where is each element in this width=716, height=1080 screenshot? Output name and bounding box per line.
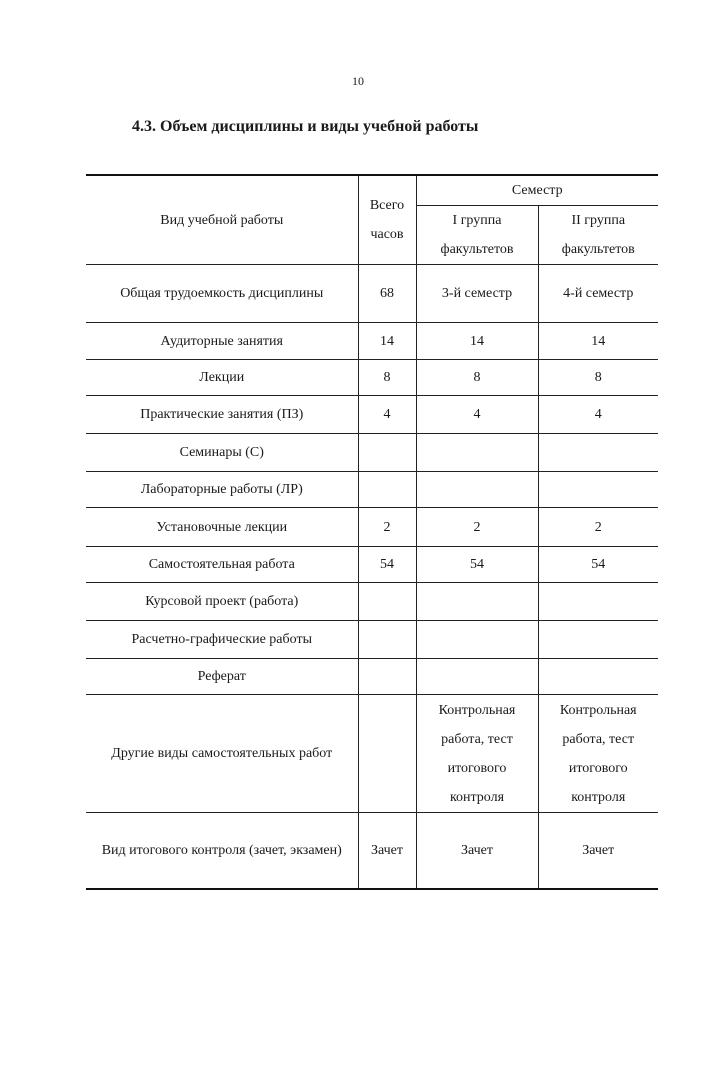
row-group2 xyxy=(538,472,658,508)
table-row xyxy=(86,265,658,323)
row-group2: 4-й семестр xyxy=(538,265,658,323)
row-group1: 2 xyxy=(416,508,538,547)
row-label: Реферат xyxy=(86,659,358,695)
row-total: 14 xyxy=(358,323,416,360)
row-group1: 8 xyxy=(416,360,538,396)
row-group1 xyxy=(416,621,538,659)
row-label: Курсовой проект (работа) xyxy=(86,583,358,621)
row-total: 2 xyxy=(358,508,416,547)
row-group2: 2 xyxy=(538,508,658,547)
row-label: Самостоятельная работа xyxy=(86,547,358,583)
table-row xyxy=(86,695,658,813)
table-header-row xyxy=(86,175,658,206)
row-group1 xyxy=(416,434,538,472)
table-row xyxy=(86,434,658,472)
header-total-cell: Всего часов xyxy=(358,175,416,265)
table-row xyxy=(86,508,658,547)
row-group2 xyxy=(538,621,658,659)
header-group1-cell: I группа факультетов xyxy=(416,206,538,265)
table-row xyxy=(86,659,658,695)
row-label: Практические занятия (ПЗ) xyxy=(86,396,358,434)
page-number: 10 xyxy=(352,74,364,88)
row-total xyxy=(358,472,416,508)
row-total: Зачет xyxy=(358,813,416,889)
row-group1: Зачет xyxy=(416,813,538,889)
row-group2: 14 xyxy=(538,323,658,360)
row-label: Вид итогового контроля (зачет, экзамен) xyxy=(86,813,358,889)
table-row xyxy=(86,547,658,583)
row-label: Установочные лекции xyxy=(86,508,358,547)
table-row xyxy=(86,360,658,396)
row-group2: Зачет xyxy=(538,813,658,889)
row-group1: Контрольная работа, тест итогового контроля xyxy=(416,695,538,813)
row-group1: 14 xyxy=(416,323,538,360)
table-row xyxy=(86,621,658,659)
row-label: Расчетно-графические работы xyxy=(86,621,358,659)
section-heading: 4.3. Объем дисциплины и виды учебной работы xyxy=(132,118,479,135)
table-row xyxy=(86,323,658,360)
study-workload-table xyxy=(86,174,658,890)
row-group1 xyxy=(416,583,538,621)
row-label: Семинары (С) xyxy=(86,434,358,472)
row-group2: 54 xyxy=(538,547,658,583)
table-row xyxy=(86,396,658,434)
row-group2 xyxy=(538,659,658,695)
row-total xyxy=(358,659,416,695)
table-row xyxy=(86,583,658,621)
row-group1 xyxy=(416,472,538,508)
row-total xyxy=(358,583,416,621)
table-row xyxy=(86,472,658,508)
row-group1: 3-й семестр xyxy=(416,265,538,323)
row-group1: 4 xyxy=(416,396,538,434)
row-group2 xyxy=(538,434,658,472)
row-group2: Контрольная работа, тест итогового контроля xyxy=(538,695,658,813)
row-label: Лабораторные работы (ЛР) xyxy=(86,472,358,508)
row-total: 8 xyxy=(358,360,416,396)
header-semester-cell: Семестр xyxy=(416,175,658,206)
header-type-cell: Вид учебной работы xyxy=(86,175,358,265)
row-label: Лекции xyxy=(86,360,358,396)
row-group1: 54 xyxy=(416,547,538,583)
row-group1 xyxy=(416,659,538,695)
row-group2: 8 xyxy=(538,360,658,396)
row-group2 xyxy=(538,583,658,621)
table-row xyxy=(86,813,658,889)
row-label: Другие виды самостоятельных работ xyxy=(86,695,358,813)
row-label: Общая трудоемкость дисциплины xyxy=(86,265,358,323)
row-total: 4 xyxy=(358,396,416,434)
row-total xyxy=(358,695,416,813)
row-group2: 4 xyxy=(538,396,658,434)
row-total xyxy=(358,621,416,659)
row-total: 68 xyxy=(358,265,416,323)
row-label: Аудиторные занятия xyxy=(86,323,358,360)
row-total xyxy=(358,434,416,472)
header-group2-cell: II группа факультетов xyxy=(538,206,658,265)
row-total: 54 xyxy=(358,547,416,583)
